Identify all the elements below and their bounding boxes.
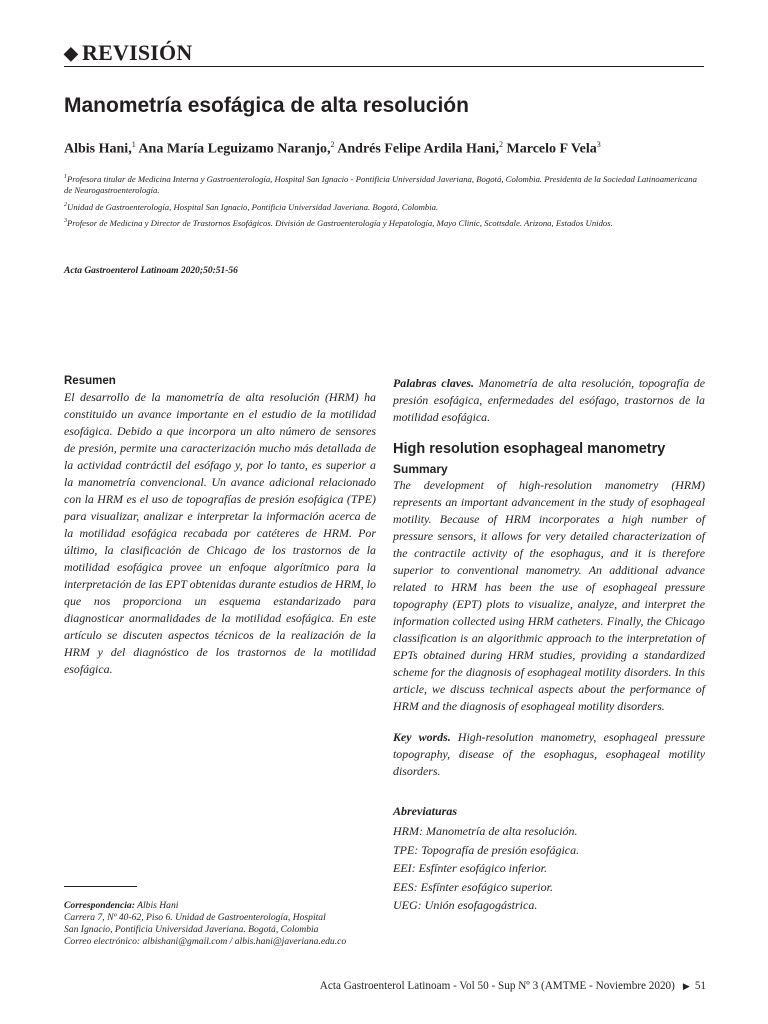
affiliation (64, 216, 704, 229)
affiliation-marker: 1 (64, 174, 67, 180)
author-name: Ana María Leguizamo Naranjo, (135, 141, 331, 157)
author-affiliation-marker: 3 (596, 140, 601, 149)
diamond-icon: ◆ (64, 43, 79, 63)
section-header (64, 40, 192, 66)
abbreviation-item: TPE: Topografía de presión esofágica. (393, 842, 580, 857)
abbreviation-item: HRM: Manometría de alta resolución. (393, 824, 578, 838)
page-number-group (683, 980, 706, 992)
author-name: Albis Hani, (64, 141, 132, 157)
affiliation-marker: 3 (64, 218, 67, 225)
abbreviation-item: UEG: Unión esofagogástrica. (393, 898, 538, 912)
author-name: Andrés Felipe Ardila Hani, (334, 141, 500, 157)
affiliation-text: Profesor de Medicina y Director de Trastornos Esofágicos. División de Gastroenterología y Hepatología, Mayo Clinic, Scottsdale. Arizona, Estados Unidos. (67, 218, 613, 229)
affiliation-marker: 2 (64, 201, 67, 208)
author-affiliation-marker: 2 (499, 140, 504, 149)
correspondence-rule (64, 886, 137, 887)
journal-footer: Acta Gastroenterol Latinoam - Vol 50 - Sup Nº 3 (AMTME - Noviembre 2020) (319, 980, 675, 992)
resumen-text: El desarrollo de la manometría de alta resolución (HRM) ha constituido un avance importante en el estudio de la motilidad esofágica. Debido a que incorpora un alto número de sensores de presión, permite una caracterización mucho más detallada de la actividad contráctil del esófago y, por lo tanto, es superior a la manometría convencional. Un avance adicional relacionado con la HRM es el uso de topografías de presión esofágica (TPE) para visualizar, analizar e interpretar la información acerca de la motilidad esofágica recabada por catéteres de HRM. Por último, la clasificación de Chicago de los trastornos de la motilidad esofágica provee un enfoque algorítmico para la interpretación de las EPT obtenidas durante estudios de HRM, lo que nos proporciona un esquema estandarizado para diagnosticar anormalidades de la motilidad esofágica. En este artículo se discuten aspectos técnicos de la realización de la HRM y del diagnóstico de los trastornos de la motilidad esofágica. (64, 390, 376, 676)
key-words-text: High-resolution manometry, esophageal pressure topography, disease of the esophagus, esophageal motility disorders. (393, 730, 705, 778)
affiliation-text: Profesora titular de Medicina Interna y Gastroenterología, Hospital San Ignacio - Pontificia Universidad Javeriana, Bogotá, Colombia. Presidenta de la Sociedad Latinoamericana de Neurogastroenterología. (64, 173, 697, 196)
correspondence-line: Carrera 7, Nº 40-62, Piso 6. Unidad de Gastroenterología, Hospital (64, 912, 326, 923)
correspondence-name: Albis Hani (134, 900, 179, 911)
abbreviation-item: EES: Esfínter esofágico superior. (393, 879, 553, 894)
palabras-claves-text: Manometría de alta resolución, topografía de presión esofágica, enfermedades del esófago, trastornos de la motilidad esofágica. (393, 376, 705, 424)
correspondence-header (64, 900, 384, 912)
summary-heading: Summary (393, 462, 448, 476)
author-affiliation-marker: 1 (131, 140, 136, 149)
right-column (393, 375, 705, 915)
affiliation-text: Unidad de Gastroenterología, Hospital San Ignacio, Pontificia Universidad Javeriana. Bogotá, Colombia. (67, 201, 439, 212)
author-affiliation-marker: 2 (330, 140, 335, 149)
page-footer (320, 980, 706, 992)
author-name: Marcelo F Vela (503, 141, 597, 157)
affiliations (64, 172, 704, 233)
palabras-claves-label: Palabras claves. (393, 376, 475, 390)
right-triangle-icon: ▶ (682, 980, 690, 991)
citation: Acta Gastroenterol Latinoam 2020;50:51-56 (64, 266, 238, 276)
abreviaturas-heading: Abreviaturas (393, 804, 458, 818)
abbreviation-item: EEI: Esfínter esofágico inferior. (393, 861, 547, 875)
palabras-claves (393, 375, 705, 426)
key-words (393, 729, 705, 780)
article-title: Manometría esofágica de alta resolución (64, 94, 469, 117)
resumen-heading: Resumen (64, 375, 116, 387)
affiliation (64, 200, 704, 213)
correspondence (64, 900, 384, 948)
left-column (64, 375, 376, 678)
page-number: 51 (694, 980, 706, 992)
correspondence-line: San Ignacio, Pontificia Universidad Javeriana. Bogotá, Colombia (64, 924, 319, 935)
author-list (64, 140, 714, 158)
key-words-label: Key words. (393, 730, 451, 744)
header-rule (64, 66, 704, 67)
affiliation (64, 172, 704, 197)
section-label: REVISIÓN (82, 40, 193, 65)
correspondence-line: Correo electrónico: albishani@gmail.com / albis.hani@javeriana.edu.co (64, 936, 347, 947)
correspondence-label: Correspondencia: (64, 900, 135, 911)
english-title: High resolution esophageal manometry (393, 441, 666, 457)
summary-text: The development of high-resolution manometry (HRM) represents an important advancement in the study of esophageal motility. Because of HRM incorporates a high number of pressure sensors, it allows for very detailed characterization of the contractile activity of the esophagus, and it is therefore superior to conventional manometry. An additional advance related to HRM has been the use of esophageal pressure topography (EPT) plots to visualize, analyze, and interpret the information collected using HRM catheters. Finally, the Chicago classification is an algorithmic approach to the interpretation of EPTs obtained during HRM studies, providing a standardized scheme for the diagnosis of esophageal motility disorders. In this article, we discuss technical aspects about the performance of HRM and the diagnosis of esophageal motility disorders. (393, 478, 705, 713)
